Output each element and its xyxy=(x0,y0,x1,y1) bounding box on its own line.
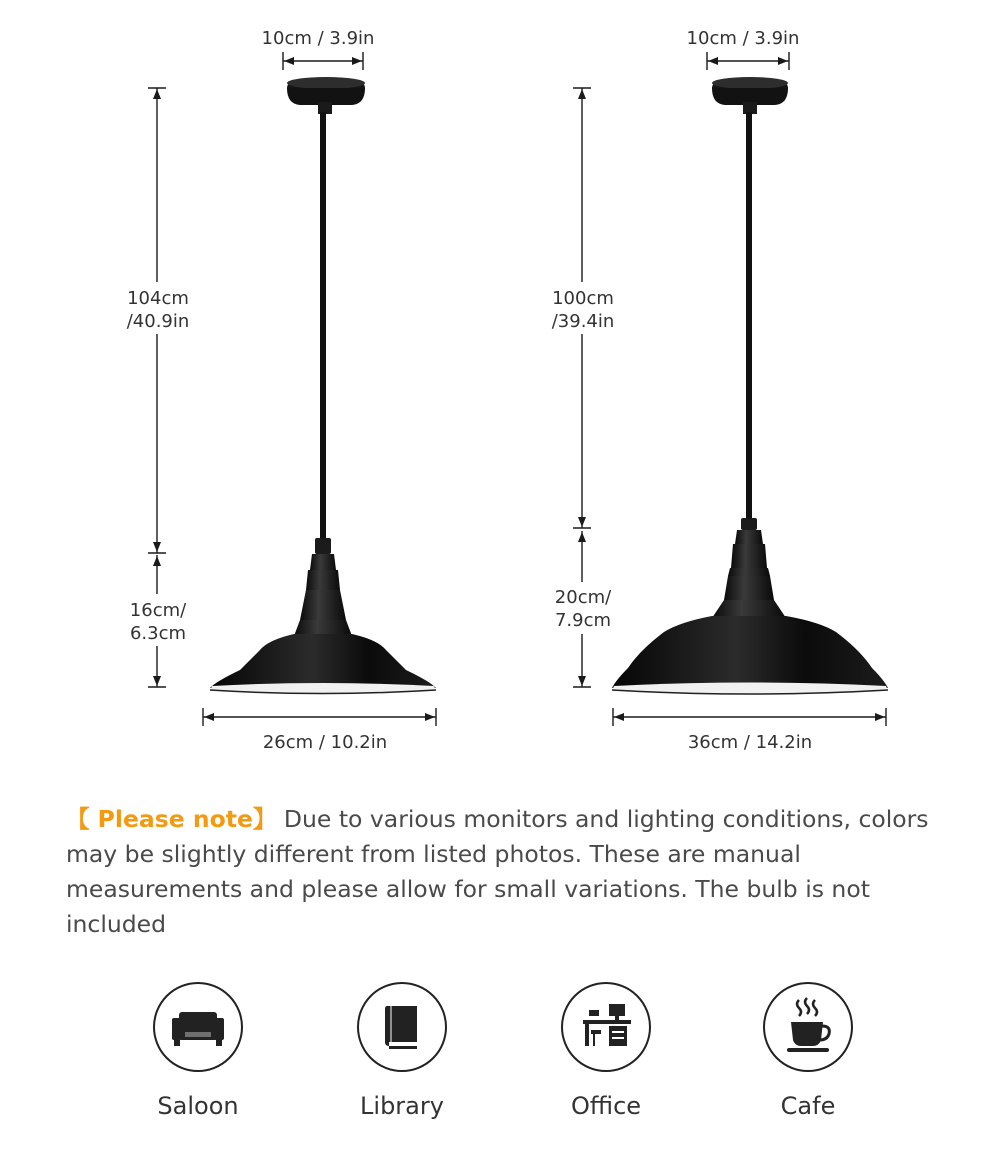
cord-length-cm-label: 100cm xyxy=(552,288,614,309)
usage-library xyxy=(322,982,482,1120)
cord-length-in-label: /39.4in xyxy=(551,311,615,332)
canopy-width-label: 10cm / 3.9in xyxy=(261,28,375,49)
lamp-small xyxy=(120,28,436,753)
book-icon xyxy=(357,982,447,1072)
usage-office xyxy=(526,982,686,1120)
shade-height-in-label: 6.3cm xyxy=(129,623,187,644)
shade-width-dimension-large xyxy=(613,708,886,753)
usage-label: Saloon xyxy=(157,1092,239,1120)
cord-length-cm-label: 104cm xyxy=(127,288,189,309)
please-note-text: Due to various monitors and lighting conditions, colors may be slightly different from listed photos. These are manual measurements and please allow for small variations. The bulb is not included xyxy=(66,805,929,938)
lamp-shade xyxy=(612,616,888,695)
lamp-neck xyxy=(712,518,786,618)
lamp-shade xyxy=(210,634,436,695)
shade-height-dimension-large xyxy=(545,531,625,687)
canopy-width-dimension-large xyxy=(687,28,800,70)
cord-length-dimension-small xyxy=(120,88,200,553)
please-note-label: 【 Please note】 xyxy=(66,805,277,833)
usage-saloon xyxy=(118,982,278,1120)
cord xyxy=(746,112,752,522)
ceiling-canopy xyxy=(287,77,365,114)
coffee-cup-icon xyxy=(763,982,853,1072)
cord-length-dimension-large xyxy=(545,88,625,528)
canopy-width-label: 10cm / 3.9in xyxy=(686,28,800,49)
usage-label: Cafe xyxy=(780,1092,836,1120)
desk-icon xyxy=(561,982,651,1072)
shade-width-label: 36cm / 14.2in xyxy=(687,732,813,753)
shade-width-label: 26cm / 10.2in xyxy=(262,732,388,753)
usage-label: Office xyxy=(570,1092,642,1120)
usage-label: Library xyxy=(360,1092,444,1120)
armchair-icon xyxy=(153,982,243,1072)
ceiling-canopy xyxy=(712,77,788,114)
shade-height-cm-label: 16cm/ xyxy=(129,600,187,621)
canopy-width-dimension-small xyxy=(262,28,375,70)
cord-length-in-label: /40.9in xyxy=(126,311,190,332)
shade-width-dimension-small xyxy=(203,708,436,753)
usage-cafe xyxy=(728,982,888,1120)
shade-height-cm-label: 20cm/ xyxy=(554,587,612,608)
please-note-paragraph xyxy=(66,802,946,942)
shade-height-dimension-small xyxy=(120,555,200,687)
shade-height-in-label: 7.9cm xyxy=(554,610,612,631)
lamp-large xyxy=(545,28,888,753)
lamp-neck xyxy=(294,538,352,636)
cord xyxy=(320,112,326,544)
